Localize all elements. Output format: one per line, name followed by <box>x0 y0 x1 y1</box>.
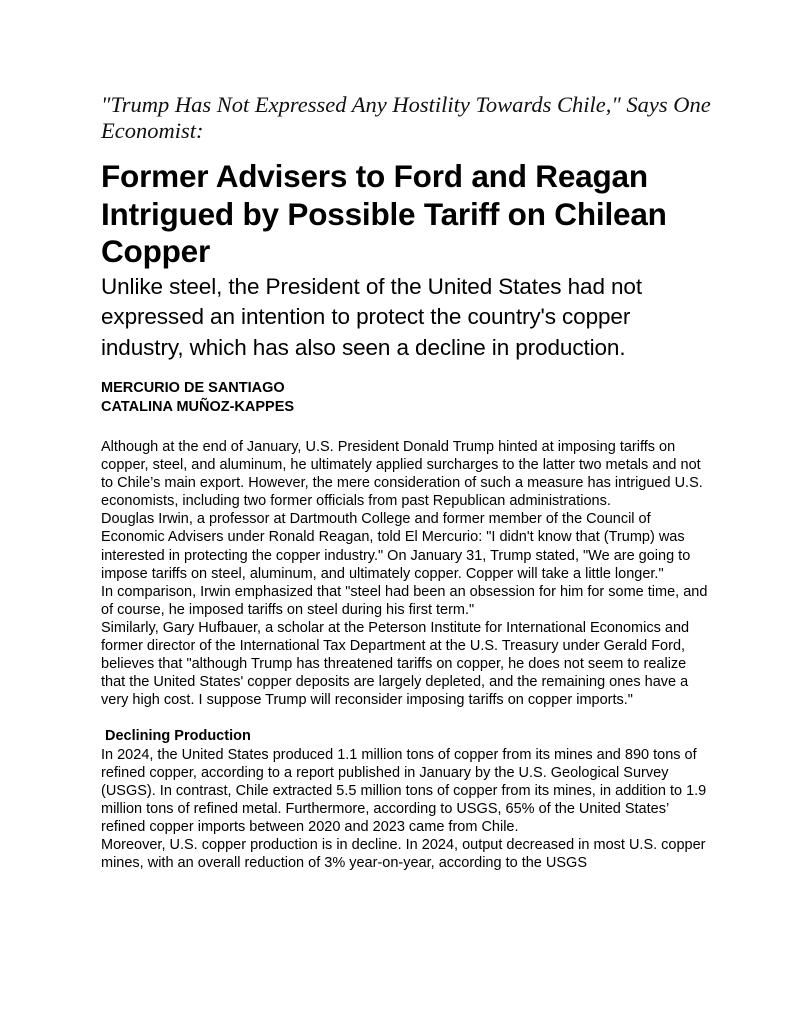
article-kicker: "Trump Has Not Expressed Any Hostility Towards Chile," Says One Economist: <box>101 92 711 143</box>
body-paragraph: Although at the end of January, U.S. President Donald Trump hinted at imposing tariffs on copper, steel, and aluminum, he ultimately applied surcharges to the latter two metals and not to Chile’s main export. However, the mere consideration of such a measure has intrigued U.S. economists, including two former officials from past Republican administrations. <box>101 439 703 510</box>
article-headline: Former Advisers to Ford and Reagan Intrigued by Possible Tariff on Chilean Copper <box>101 158 667 269</box>
byline <box>101 379 711 417</box>
byline-author: CATALINA MUÑOZ-KAPPES <box>101 399 295 415</box>
body-paragraph: Douglas Irwin, a professor at Dartmouth College and former member of the Council of Economic Advisers under Ronald Reagan, told El Mercurio: "I didn't know that (Trump) was interested in protecting the copper industry." On January 31, Trump stated, "We are going to impose tariffs on steel, aluminum, and ultimately copper. Copper will take a little longer." <box>101 511 691 582</box>
article-body <box>101 438 711 709</box>
body-paragraph: Similarly, Gary Hufbauer, a scholar at the Peterson Institute for International Economics and former director of the International Tax Department at the U.S. Treasury under Gerald Ford, believes that "although Trump has threatened tariffs on copper, he does not seem to realize that the United States' copper deposits are largely depleted, and the remaining ones have a very high cost. I suppose Trump will reconsider imposing tariffs on copper imports." <box>101 619 690 709</box>
article-dek: Unlike steel, the President of the United States had not expressed an intention to protect the country's copper industry, which has also seen a decline in production. <box>101 273 642 360</box>
body-paragraph: In comparison, Irwin emphasized that "steel had been an obsession for him for some time, and of course, he imposed tariffs on steel during his first term." <box>101 583 708 618</box>
section-heading: Declining Production <box>105 728 251 745</box>
byline-source: MERCURIO DE SANTIAGO <box>101 380 285 396</box>
section-body <box>101 746 711 873</box>
section-paragraph: In 2024, the United States produced 1.1 million tons of copper from its mines and 890 tons of refined copper, according to a report published in January by the U.S. Geological Survey (USGS). In contrast, Chile extracted 5.5 million tons of copper from its mines, in addition to 1.9 million tons of refined metal. Furthermore, according to USGS, 65% of the United States’ refined copper imports between 2020 and 2023 came from Chile. <box>101 746 707 835</box>
section-paragraph: Moreover, U.S. copper production is in decline. In 2024, output decreased in most U.S. copper mines, with an overall reduction of 3% year-on-year, according to the USGS <box>101 836 706 872</box>
article <box>101 92 711 872</box>
